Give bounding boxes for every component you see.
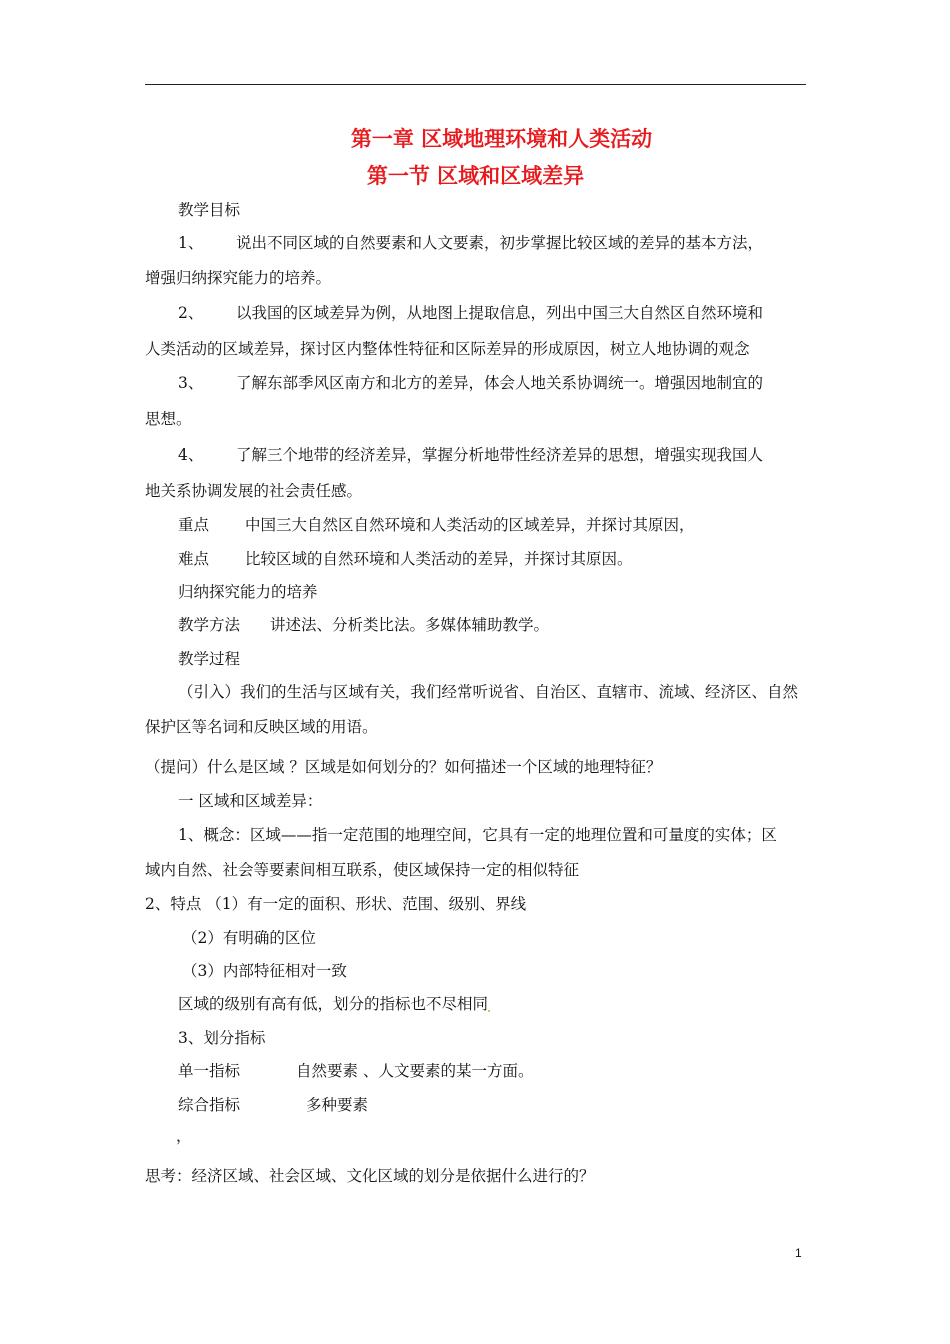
goal-4-line-1	[178, 445, 763, 465]
feature-3: （3）内部特征相对一致	[182, 962, 347, 980]
teaching-goals-heading: 教学目标	[178, 201, 241, 219]
comprehensive-index	[178, 1095, 368, 1115]
chapter-title: 第一章 区域地理环境和人类活动	[350, 126, 653, 151]
difficult-point-label: 难点	[178, 550, 210, 568]
comprehensive-index-text: 多种要素	[306, 1096, 369, 1114]
ability: 归纳探究能力的培养	[178, 583, 318, 601]
division-heading: 3、划分指标	[178, 1029, 266, 1047]
part-1-heading: 一 区域和区域差异：	[178, 792, 323, 810]
goal-3-number: 3、	[178, 374, 204, 392]
levels	[178, 994, 490, 1014]
intro-line-1: （引入）我们的生活与区域有关，我们经常听说省、自治区、直辖市、流域、经济区、自然	[178, 683, 799, 701]
goal-3-text: 了解东部季风区南方和北方的差异，体会人地关系协调统一。增强因地制宜的	[236, 374, 764, 392]
goal-3-line-1	[178, 373, 763, 393]
concept-line-2: 域内自然、社会等要素间相互联系，使区域保持一定的相似特征	[145, 861, 580, 879]
section-title: 第一节 区域和区域差异	[366, 163, 585, 188]
intro-line-2: 保护区等名词和反映区域的用语。	[145, 718, 378, 736]
feature-1: 2、特点 （1）有一定的面积、形状、范围、级别、界线	[145, 895, 527, 913]
goal-2-line-1	[178, 303, 763, 323]
levels-text: 区域的级别有高有低，划分的指标也不尽相同	[178, 995, 489, 1013]
teaching-method-text: 讲述法、分析类比法。多媒体辅助教学。	[270, 616, 550, 634]
goal-2-text: 以我国的区域差异为例，从地图上提取信息，列出中国三大自然区自然环境和	[236, 304, 764, 322]
goal-1-text: 说出不同区域的自然要素和人文要素，初步掌握比较区域的差异的基本方法，	[236, 234, 764, 252]
feature-2	[182, 928, 316, 948]
single-index-label: 单一指标	[178, 1062, 241, 1080]
process-heading: 教学过程	[178, 650, 241, 668]
key-point-label: 重点	[178, 516, 210, 534]
feature-2-text: （2）有明确的区位	[182, 929, 316, 947]
key-point	[178, 515, 695, 535]
goal-4-text: 了解三个地带的经济差异，掌握分析地带性经济差异的思想，增强实现我国人	[236, 446, 764, 464]
goal-1-line-1	[178, 233, 763, 253]
difficult-point	[178, 549, 633, 569]
goal-2-number: 2、	[178, 304, 204, 322]
goal-2-line-2: 人类活动的区域差异，探讨区内整体性特征和区际差异的形成原因，树立人地协调的观念	[145, 340, 750, 358]
goal-4-number: 4、	[178, 446, 204, 464]
goal-1-line-2: 增强归纳探究能力的培养。	[145, 269, 332, 287]
single-index	[178, 1061, 533, 1081]
stray-comma: ，	[176, 1127, 192, 1145]
goal-1-number: 1、	[178, 234, 204, 252]
key-point-text: 中国三大自然区自然环境和人类活动的区域差异，并探讨其原因，	[245, 516, 695, 534]
teaching-method	[178, 615, 549, 635]
difficult-point-text: 比较区域的自然环境和人类活动的差异，并探讨其原因。	[245, 550, 633, 568]
goal-4-line-2: 地关系协调发展的社会责任感。	[145, 482, 363, 500]
teaching-method-label: 教学方法	[178, 616, 241, 634]
think-question: 思考：经济区域、社会区域、文化区域的划分是依据什么进行的？	[145, 1167, 595, 1185]
header-rule	[145, 84, 806, 85]
single-index-text: 自然要素 、人文要素的某一方面。	[296, 1062, 534, 1080]
goal-3-line-2: 思想。	[145, 410, 192, 428]
question: （提问）什么是区域 ？区域是如何划分的？如何描述一个区域的地理特征？	[145, 758, 662, 776]
comprehensive-index-label: 综合指标	[178, 1096, 241, 1114]
marker-dot	[488, 1010, 490, 1012]
concept-line-1: 1、概念：区域——指一定范围的地理空间，它具有一定的地理位置和可量度的实体；区	[178, 826, 777, 844]
page-number: 1	[795, 1246, 802, 1260]
